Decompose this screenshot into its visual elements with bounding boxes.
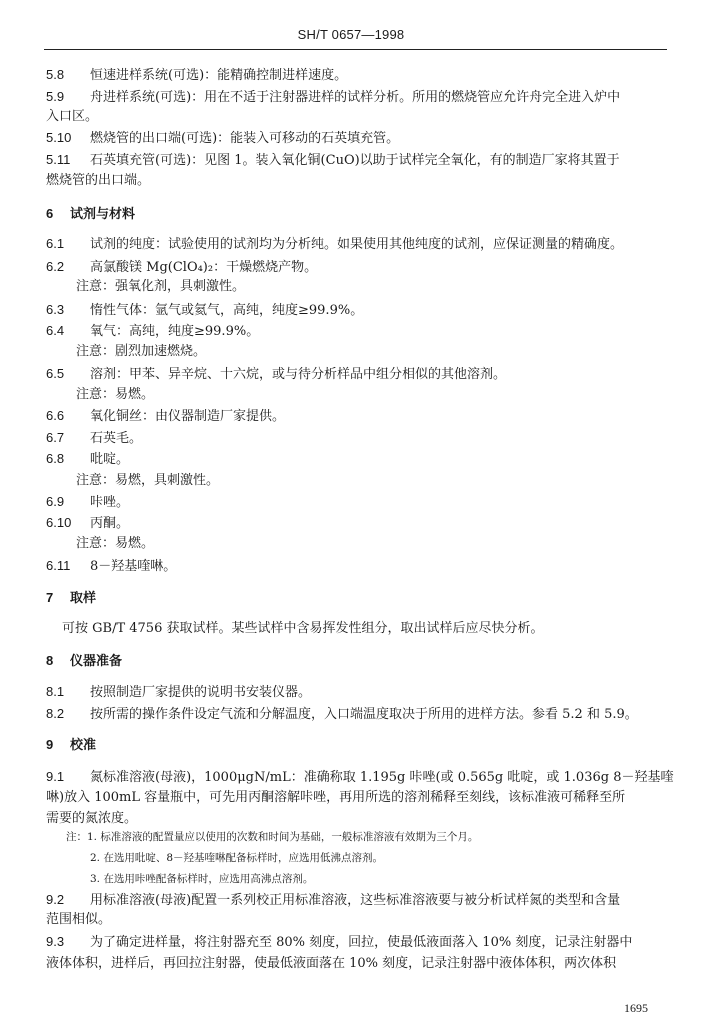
note-6-10: 注意：易燃。	[76, 536, 155, 551]
clause-9-1-cont-2: 需要的氮浓度。	[46, 811, 138, 826]
note-6-2: 注意：强氧化剂，具刺激性。	[76, 279, 246, 294]
page-number: 1695	[624, 1001, 648, 1015]
clause-6-1: 6.1 试剂的纯度：试验使用的试剂均为分析纯。如果使用其他纯度的试剂，应保证测量的精确度。	[46, 236, 624, 252]
clause-9-3-cont: 液体体积，进样后，再回拉注射器，使最低液面落在 10% 刻度，记录注射器中液体体积，两次体积	[46, 956, 617, 971]
clause-5-9-cont: 入口区。	[46, 109, 99, 124]
clause-9-2-cont: 范围相似。	[46, 912, 112, 927]
note-9-1-item-1: 注：1. 标准溶液的配置量应以使用的次数和时间为基础，一般标准溶液有效期为三个月。	[66, 831, 479, 843]
note-9-1-item-2: 2. 在选用吡啶、8－羟基喹啉配备标样时，应选用低沸点溶剂。	[90, 852, 384, 864]
clause-5-11-cont: 燃烧管的出口端。	[46, 173, 151, 188]
clause-9-1-cont-1: 啉)放入 100mL 容量瓶中，可先用丙酮溶解咔唑，再用所选的溶剂稀释至刻线，该标准液可稀释至所	[46, 790, 626, 805]
note-6-8: 注意：易燃，具刺激性。	[76, 473, 220, 488]
clause-6-6: 6.6 氧化铜丝：由仪器制造厂家提供。	[46, 408, 286, 424]
clause-9-2: 9.2 用标准溶液(母液)配置一系列校正用标准溶液，这些标准溶液要与被分析试样氮的类型和含量	[46, 892, 621, 908]
clause-5-8: 5.8 恒速进样系统(可选)：能精确控制进样速度。	[46, 67, 348, 83]
clause-6-7: 6.7 石英毛。	[46, 430, 143, 446]
page-header-code: SH/T 0657—1998	[297, 27, 405, 42]
clause-5-10: 5.10 燃烧管的出口端(可选)：能装入可移动的石英填充管。	[46, 130, 400, 146]
clause-9-3: 9.3 为了确定进样量，将注射器充至 80% 刻度，回拉，使最低液面落入 10% 刻度，记录注射器中	[46, 934, 633, 950]
clause-5-11: 5.11 石英填充管(可选)：见图 1。装入氧化铜(CuO)以助于试样完全氧化，有的制造厂家将其置于	[46, 152, 620, 168]
clause-6-3: 6.3 惰性气体：氩气或氦气，高纯，纯度≥99.9%。	[46, 302, 364, 318]
clause-5-9: 5.9 舟进样系统(可选)：用在不适于注射器进样的试样分析。所用的燃烧管应允许舟完全进入炉中	[46, 89, 621, 105]
note-9-1-item-3: 3. 在选用咔唑配备标样时，应选用高沸点溶剂。	[90, 873, 314, 885]
clause-8-2: 8.2 按所需的操作条件设定气流和分解温度，入口端温度取决于所用的进样方法。参看 5.2 和 5.9。	[46, 706, 638, 722]
section-7-text: 可按 GB/T 4756 获取试样。某些试样中含易挥发性组分，取出试样后应尽快分析。	[62, 621, 544, 636]
note-6-4: 注意：剧烈加速燃烧。	[76, 344, 207, 359]
clause-6-8: 6.8 吡啶。	[46, 451, 130, 467]
header-rule	[44, 49, 667, 50]
section-8-heading: 8 仪器准备	[46, 653, 123, 669]
clause-6-11: 6.11 8－羟基喹啉。	[46, 558, 177, 574]
section-7-heading: 7 取样	[46, 590, 97, 606]
clause-8-1: 8.1 按照制造厂家提供的说明书安装仪器。	[46, 684, 312, 700]
section-6-heading: 6 试剂与材料	[46, 206, 136, 222]
clause-6-5: 6.5 溶剂：甲苯、异辛烷、十六烷，或与待分析样品中组分相似的其他溶剂。	[46, 366, 507, 382]
note-6-5: 注意：易燃。	[76, 387, 155, 402]
section-9-heading: 9 校准	[46, 737, 97, 753]
clause-6-2: 6.2 高氯酸镁 Mg(ClO₄)₂：干燥燃烧产物。	[46, 259, 318, 275]
clause-9-1: 9.1 氮标准溶液(母液)，1000μgN/mL：准确称取 1.195g 咔唑(或 0.565g 吡啶，或 1.036g 8－羟基喹	[46, 769, 674, 785]
clause-6-9: 6.9 咔唑。	[46, 494, 130, 510]
clause-6-10: 6.10 丙酮。	[46, 515, 130, 531]
clause-6-4: 6.4 氧气：高纯，纯度≥99.9%。	[46, 323, 260, 339]
